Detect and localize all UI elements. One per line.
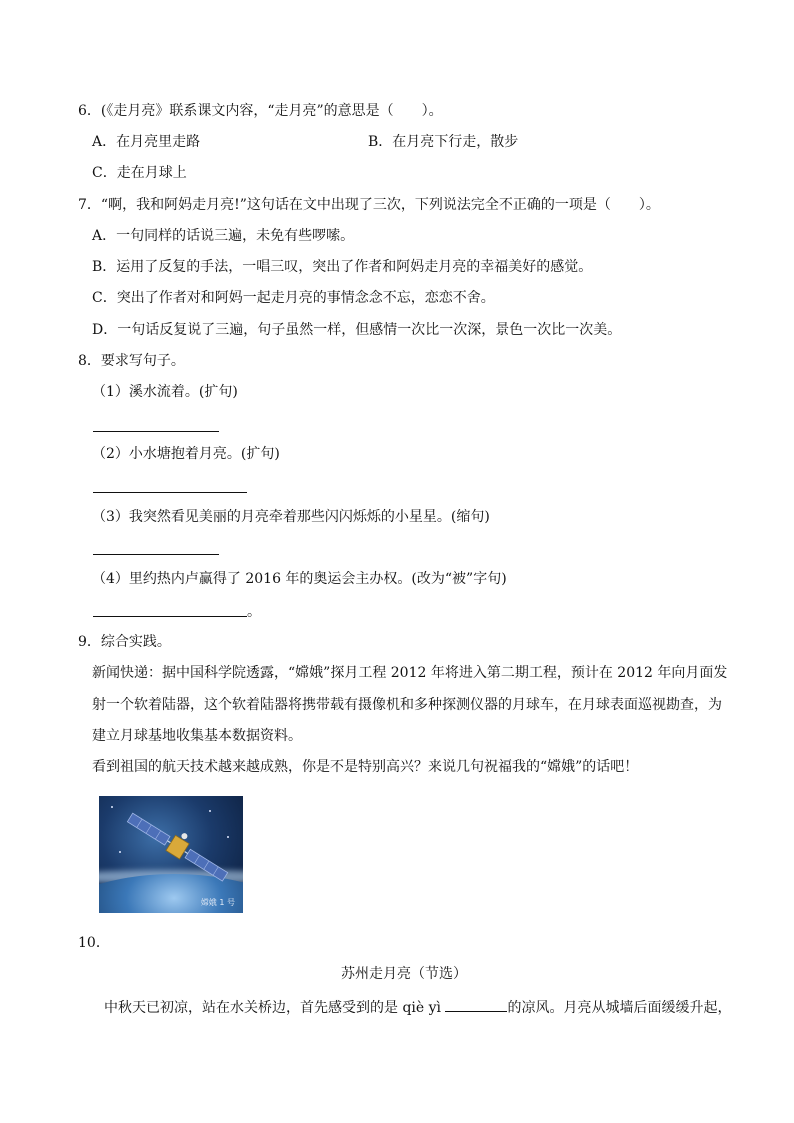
q8-answer-line-2[interactable] — [93, 492, 247, 493]
q8-stem: 8．要求写句子。 — [78, 353, 185, 369]
q10-title: 苏州走月亮（节选） — [341, 966, 467, 982]
q9-news-line-2: 射一个软着陆器，这个软着陆器将携带载有摄像机和多种探测仪器的月球车，在月球表面巡视勘查，为 — [92, 697, 722, 713]
q8-answer-line-4[interactable] — [93, 616, 247, 617]
q7-option-a: A．一句同样的话说三遍，未免有些啰嗦。 — [92, 228, 355, 244]
q8-item-1: （1）溪水流着。(扩句) — [92, 384, 238, 400]
q6-option-b: B．在月亮下行走，散步 — [368, 134, 519, 150]
q7-option-b: B．运用了反复的手法，一唱三叹，突出了作者和阿妈走月亮的幸福美好的感觉。 — [92, 259, 593, 275]
q9-prompt: 看到祖国的航天技术越来越成熟，你是不是特别高兴？来说几句祝福我的“嫦娥”的话吧！ — [92, 759, 639, 775]
q6-stem: 6．(《走月亮》联系课文内容，“走月亮”的意思是（ ）。 — [78, 103, 443, 119]
q10-text-before: 中秋天已初凉，站在水关桥边，首先感受到的是 qiè yì — [104, 1000, 446, 1016]
q10-text — [104, 997, 731, 1017]
q8-item-4-end: 。 — [247, 604, 261, 620]
q8-item-2: （2）小水塘抱着月亮。(扩句) — [92, 446, 280, 462]
q8-item-3: （3）我突然看见美丽的月亮牵着那些闪闪烁烁的小星星。(缩句) — [92, 509, 490, 525]
q6-option-c: C．走在月球上 — [92, 165, 187, 181]
image-caption: 嫦娥 1 号 — [200, 898, 235, 907]
q8-item-4: （4）里约热内卢赢得了 2016 年的奥运会主办权。(改为“被”字句) — [92, 571, 507, 587]
q6-option-a: A．在月亮里走路 — [92, 134, 201, 150]
satellite-image — [99, 796, 243, 913]
q9-stem: 9．综合实践。 — [78, 634, 171, 650]
q9-news-line-3: 建立月球基地收集基本数据资料。 — [92, 728, 302, 744]
q8-answer-line-1[interactable] — [93, 431, 219, 432]
q10-answer-blank[interactable] — [445, 997, 507, 1012]
q10-text-after: 的凉风。月亮从城墙后面缓缓升起， — [507, 1000, 732, 1016]
q7-option-c: C．突出了作者对和阿妈一起走月亮的事情念念不忘，恋恋不舍。 — [92, 290, 495, 306]
q8-answer-line-3[interactable] — [93, 554, 219, 555]
q10-number: 10． — [78, 935, 110, 951]
q7-stem: 7．“啊，我和阿妈走月亮!”这句话在文中出现了三次，下列说法完全不正确的一项是（ ）。 — [78, 197, 660, 213]
q7-option-d: D．一句话反复说了三遍，句子虽然一样，但感情一次比一次深，景色一次比一次美。 — [92, 322, 622, 338]
q9-news-line-1: 新闻快递：据中国科学院透露，“嫦娥”探月工程 2012 年将进入第二期工程，预计在 2012 年向月面发 — [92, 665, 728, 681]
satellite-icon — [99, 796, 243, 913]
